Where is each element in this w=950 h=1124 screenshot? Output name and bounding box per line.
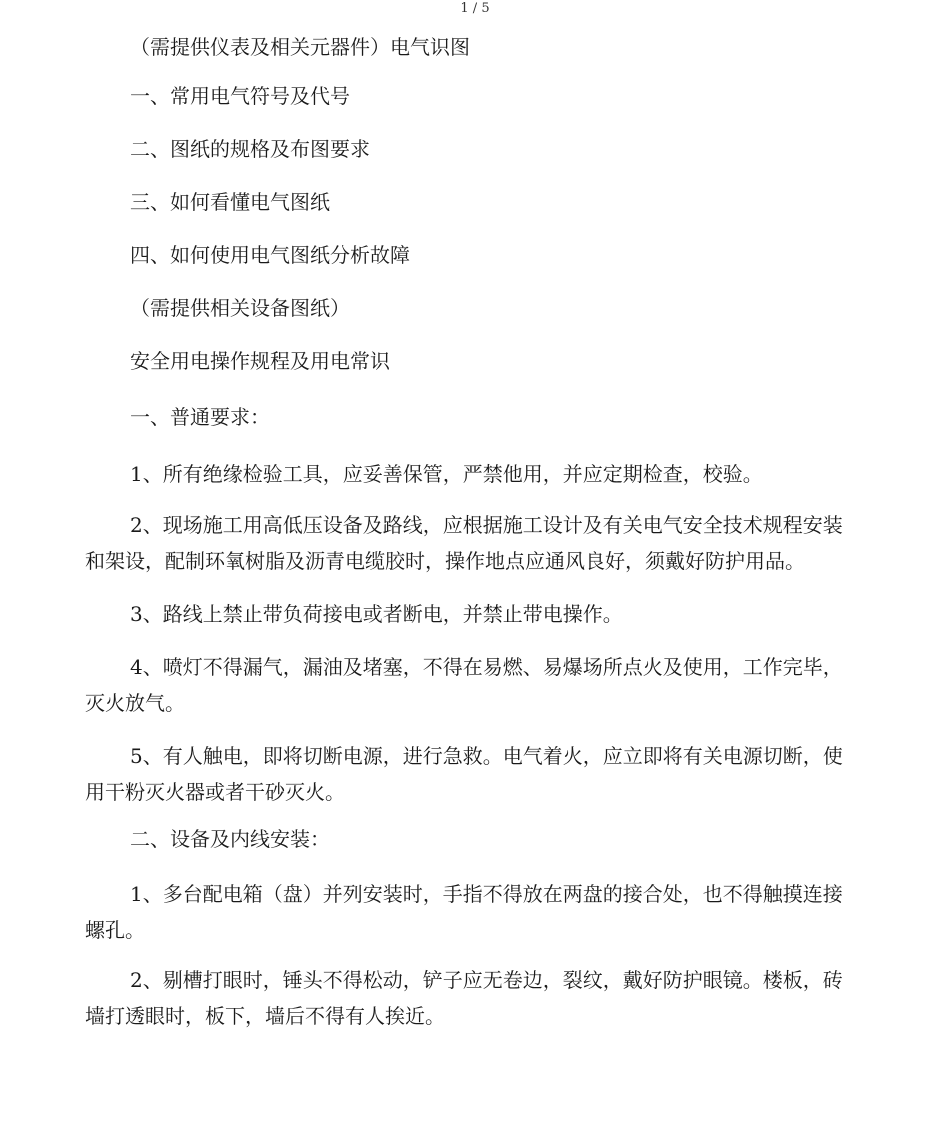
paragraph: 5、有人触电，即将切断电源，进行急救。电气着火，应立即将有关电源切断，使用干粉灭火器或者干砂灭火。: [85, 744, 843, 804]
section-heading: 二、设备及内线安装：: [130, 827, 330, 851]
heading-line: 四、如何使用电气图纸分析故障: [130, 243, 410, 267]
paragraph: 2、现场施工用高低压设备及路线，应根据施工设计及有关电气安全技术规程安装和架设，配制环氧树脂及沥青电缆胶时，操作地点应通风良好，须戴好防护用品。: [85, 513, 843, 573]
heading-line: 二、图纸的规格及布图要求: [130, 137, 370, 161]
section-heading: 一、普通要求：: [130, 405, 270, 429]
heading-line: （需提供仪表及相关元器件）电气识图: [130, 35, 470, 59]
heading-line: 一、常用电气符号及代号: [130, 84, 350, 108]
paragraph: 3、路线上禁止带负荷接电或者断电，并禁止带电操作。: [130, 602, 623, 626]
paragraph: 1、所有绝缘检验工具，应妥善保管，严禁他用，并应定期检查，校验。: [130, 462, 763, 486]
section-title: 安全用电操作规程及用电常识: [130, 349, 390, 373]
heading-line: 三、如何看懂电气图纸: [130, 190, 330, 214]
document-body: [85, 32, 860, 1034]
paragraph: 1、多台配电箱（盘）并列安装时，手指不得放在两盘的接合处，也不得触摸连接螺孔。: [85, 882, 843, 942]
paragraph: 2、剔槽打眼时，锤头不得松动，铲子应无卷边，裂纹，戴好防护眼镜。楼板，砖墙打透眼时，板下，墙后不得有人挨近。: [85, 968, 843, 1028]
page-number: 1 / 5: [460, 1, 490, 16]
paragraph: 4、喷灯不得漏气，漏油及堵塞，不得在易燃、易爆场所点火及使用，工作完毕，灭火放气。: [85, 655, 843, 715]
heading-line: （需提供相关设备图纸）: [130, 296, 350, 320]
